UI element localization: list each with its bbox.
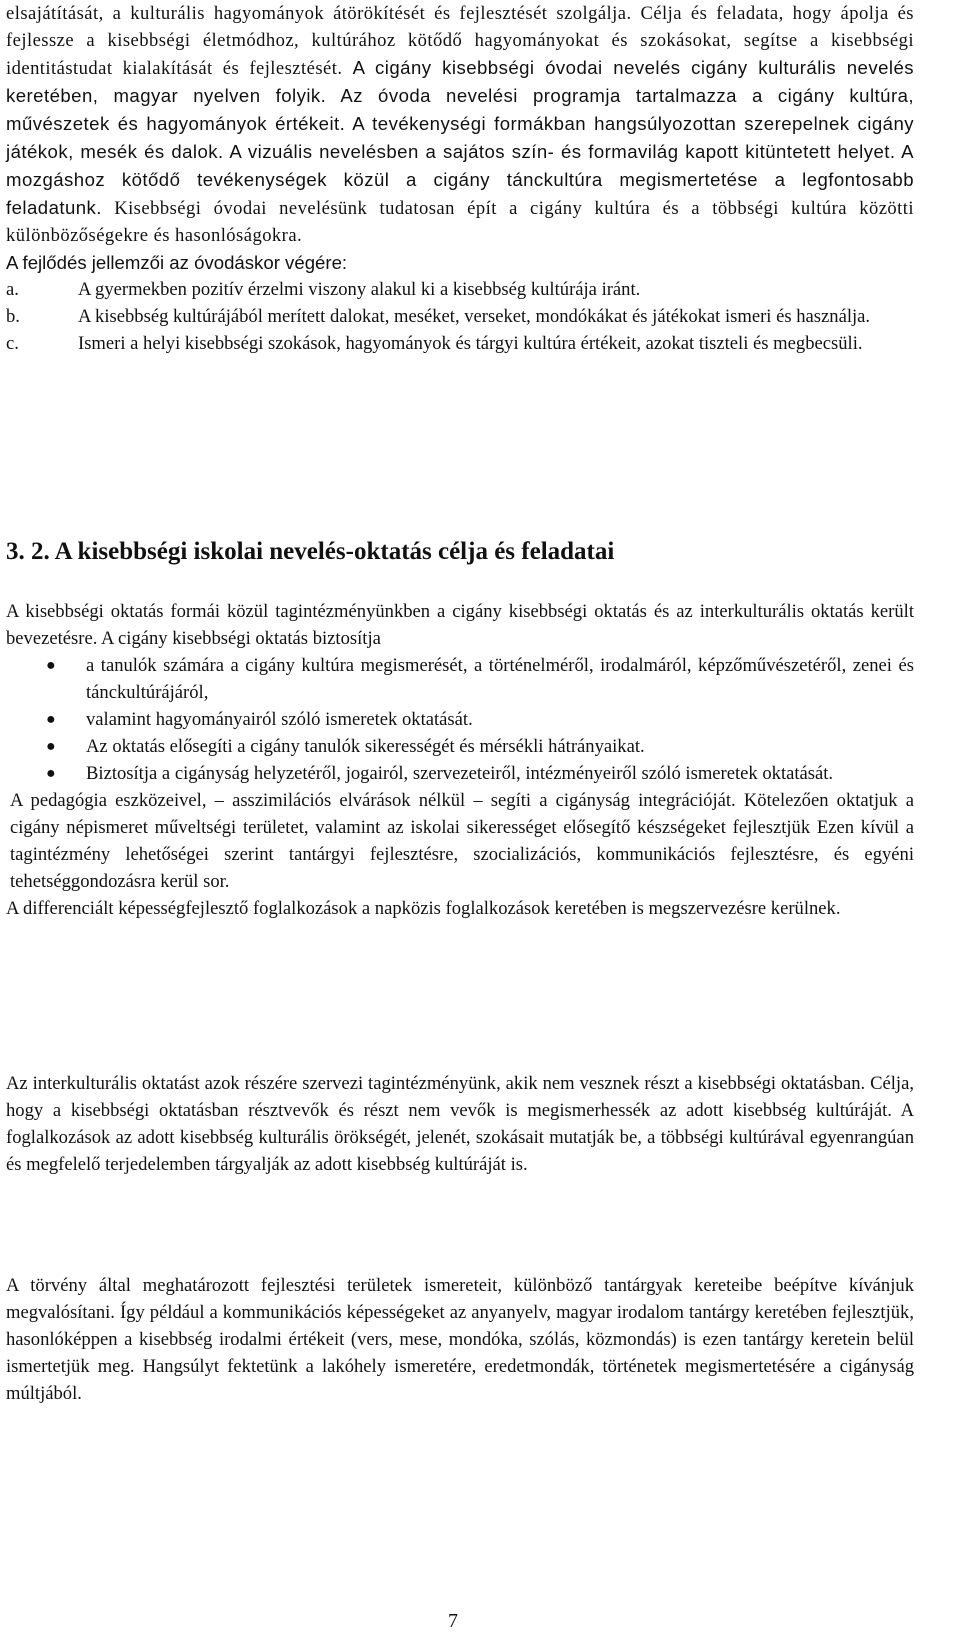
list-item-text: Ismeri a helyi kisebbségi szokások, hagyományok és tárgyi kultúra értékeit, azokat tiszteli és megbecsüli.: [78, 333, 863, 354]
bullet-icon: ●: [46, 765, 56, 782]
bullet-icon: ●: [46, 657, 56, 674]
section-heading: 3. 2. A kisebbségi iskolai nevelés-oktatás célja és feladatai: [6, 538, 615, 565]
bullet-item: [6, 760, 914, 787]
list-item-text: A gyermekben pozitív érzelmi viszony alakul ki a kisebbség kultúrája iránt.: [78, 279, 641, 300]
intro-paragraph: [6, 0, 914, 249]
intro-line-1: elsajátítását, a kulturális hagyományok átörökítését és fejlesztését szolgálja. Célja és: [6, 3, 708, 24]
bullet-item: [6, 652, 914, 706]
page-number: 7: [448, 1610, 458, 1632]
section-paragraph-4: Az interkulturális oktatást azok részére szervezi tagintézményünk, akik nem vesznek részt a kisebbségi oktatásban. Célja, hogy a kisebbségi oktatásban résztvevők és részt nem vevők is megismerhessék az adott kisebbség kultúráját. A foglalkozások az adott kisebbség kulturális örökségét, jelenét, szokásait mutatják be, a többségi kultúrával egyenrangúan és megfelelő terjedelemben tárgyalják az adott kisebbség kultúráját is.: [6, 1073, 914, 1175]
bullet-text: Az oktatás elősegíti a cigány tanulók sikerességét és mérsékli hátrányaikat.: [86, 736, 645, 757]
bullet-text: a tanulók számára a cigány kultúra megismerését, a történelméről, irodalmáról, képzőművészetéről, zenei és tánckultúrájáról,: [86, 655, 914, 703]
list-item: [6, 276, 914, 303]
list-item-text: A kisebbség kultúrájából merített dalokat, meséket, verseket, mondókákat és játékokat ismeri és használja.: [78, 306, 871, 327]
section-paragraph-5: A törvény által meghatározott fejlesztési területek ismereteit, különböző tantárgyak kereteibe beépítve kívánjuk megvalósítani. Így például a kommunikációs képességeket az anyanyelv, magyar irodalom tantárgy keretében fejlesztjük, hasonlóképpen a kisebbség irodalmi értékeit (vers, mese, mondóka, szólás, közmondás) is ezen tantárgy keretein belül ismertetjük meg. Hangsúlyt fektetünk a lakóhely ismeretére, eredetmondák, történetek megismertetésére a cigányság múltjából.: [6, 1275, 914, 1404]
intro-line-4: fejlesztését.: [249, 58, 343, 79]
fejlodes-list: [6, 276, 914, 357]
list-marker: c.: [6, 333, 19, 354]
interkulturalis-section: [6, 1070, 914, 1178]
intro-line-2: feladata, hogy ápolja és fejlessze a kisebbségi életmódhoz, kultúrához kötődő: [6, 3, 914, 51]
intro-line-3: hagyományokat és szokásokat, segítse a kisebbségi identitástudat kialakítását és: [6, 30, 914, 79]
list-marker: a.: [6, 279, 19, 300]
bullet-text: valamint hagyományairól szóló ismeretek oktatását.: [86, 709, 473, 730]
list-marker: b.: [6, 306, 20, 327]
bullet-item: [6, 733, 914, 760]
bullet-icon: ●: [46, 711, 56, 728]
bullet-list: [6, 652, 914, 787]
ovoda-paragraph: A cigány kisebbségi óvodai nevelés cigány kulturális nevelés keretében, magyar nyelven folyik. Az óvoda nevelési programja tartalmazza a cigány kultúra, művészetek és hagyományok értékeit. A tevékenységi formákban hangsúlyozottan szerepelnek cigány játékok, mesék és dalok. A vizuális nevelésben a sajátos szín- és formavilág kapott kitüntetett helyet. A mozgáshoz kötődő tevékenységek közül a cigány tánckultúra megismertetése a legfontosabb feladatunk.: [6, 57, 915, 218]
ovoda-paragraph-end: Kisebbségi óvodai nevelésünk tudatosan épít a cigány kultúra és a többségi kultúra közötti különbözőségekre és hasonlóságokra.: [6, 198, 914, 246]
section-paragraph-3: A differenciált képességfejlesztő foglalkozások a napközis foglalkozások keretében is megszervezésre kerülnek.: [6, 898, 841, 919]
list-item: [6, 330, 914, 357]
section-paragraph-2: A pedagógia eszközeivel, – asszimilációs elvárások nélkül – segíti a cigányság integrációját. Kötelezően oktatjuk a cigány népismeret műveltségi területet, valamint az iskolai sikerességet elősegítő készségeket fejlesztjük Ezen kívül a tagintézmény lehetőségei szerint tantárgyi fejlesztésre, szocializációs, kommunikációs fejlesztésre, és egyéni tehetséggondozásra kerül sor.: [10, 790, 914, 892]
section-paragraph-1: A kisebbségi oktatás formái közül tagintézményünkben a cigány kisebbségi oktatás és az interkulturális oktatás került bevezetésre. A cigány kisebbségi oktatás biztosítja: [6, 601, 914, 649]
fejlesztesi-section: [6, 1272, 914, 1407]
bullet-icon: ●: [46, 738, 56, 755]
section-body: [6, 598, 914, 922]
list-item: [6, 303, 914, 330]
intro-section: [6, 0, 914, 357]
fejlodes-title: A fejlődés jellemzői az óvodáskor végére:: [6, 252, 348, 273]
bullet-text: Biztosítja a cigányság helyzetéről, jogairól, szervezeteiről, intézményeiről szóló ismeretek oktatását.: [86, 763, 834, 784]
bullet-item: [6, 706, 914, 733]
